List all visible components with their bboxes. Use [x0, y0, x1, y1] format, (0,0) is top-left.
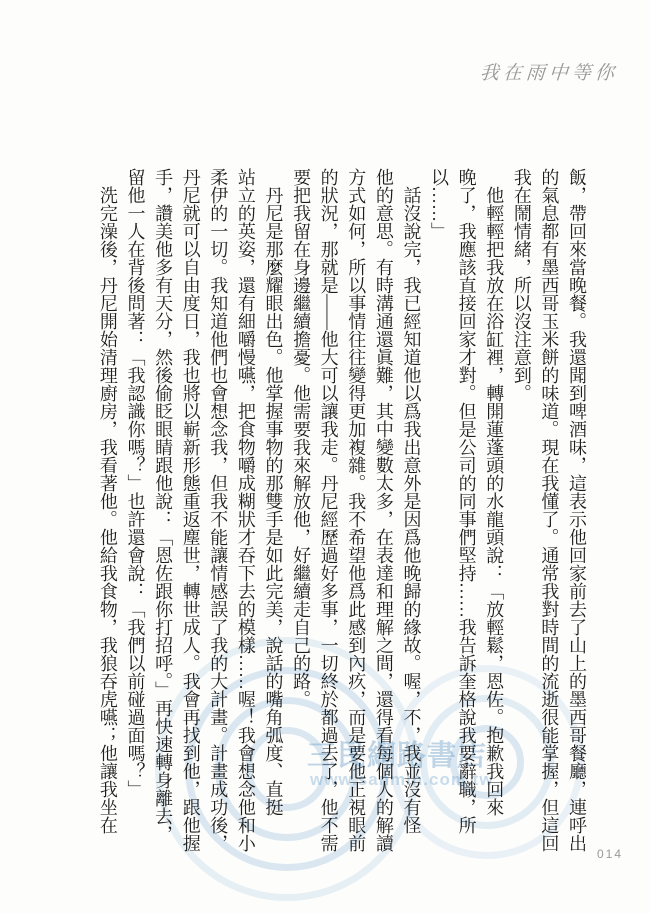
- text-column: 柔伊的一切。我知道他們也會想念我，但我不能讓情感誤了我的大計畫。計畫成功後，: [208, 168, 229, 852]
- page-number: 014: [597, 847, 624, 861]
- text-column: 的狀況，那就是——他大可以讓我走。丹尼經歷過好多事，一切終於都過去了，他不需: [318, 168, 339, 852]
- text-column: 手，讚美他多有天分，然後偷眨眼睛跟他說：「恩佐跟你打招呼。」再快速轉身離去，: [153, 168, 174, 843]
- text-column: 站立的英姿，還有細嚼慢嚥，把食物嚼成糊狀才吞下去的模樣……喔！我會想念他和小: [235, 168, 256, 852]
- text-column: 他輕輕把我放在浴缸裡，轉開蓮蓬頭的水龍頭說：「放輕鬆，恩佐。抱歉我回來: [484, 186, 505, 816]
- running-head-title: 我在雨中等你: [479, 63, 619, 84]
- text-column: 留他一人在背後問著：「我認識你嗎？」也許還會說：「我們以前碰過面嗎？」: [125, 168, 146, 798]
- text-column: 丹尼就可以自由度日，我也將以嶄新形態重返塵世，轉世成人。我會再找到他，跟他握: [180, 168, 201, 852]
- watermark-store-name: 三民網路書店: [307, 740, 488, 772]
- text-column: 晚了，我應該直接回家才對。但是公司的同事們堅持……我告訴奎格說我要辭職，所: [456, 168, 477, 834]
- watermark-url: www.sanmin.com.tw: [310, 770, 494, 789]
- text-column: 飯，帶回來當晚餐。我還聞到啤酒味，這表示他回家前去了山上的墨西哥餐廳，連呼出: [567, 168, 587, 852]
- body-text: [93, 168, 590, 858]
- text-column: 他的意思。有時溝通還眞難，其中變數太多，在表達和理解之間，還得看每個人的解讀: [373, 168, 394, 852]
- text-column: 要把我留在身邊繼續擔憂。他需要我來解放他，好繼續走自己的路。: [291, 168, 312, 708]
- text-column: 的氣息都有墨西哥玉米餅的味道。現在我懂了。通常我對時間的流逝很能掌握，但這回: [539, 168, 560, 852]
- text-column: 以……」: [429, 168, 450, 240]
- text-column: 話沒說完，我已經知道他以爲我出意外是因爲他晚歸的緣故。喔，不，我並沒有怪: [401, 186, 422, 834]
- text-column: 丹尼是那麼耀眼出色。他掌握事物的那雙手是如此完美，說話的嘴角弧度、直挺: [263, 186, 284, 816]
- text-column: 我在鬧情緒，所以沒注意到。: [511, 168, 532, 402]
- text-column: 洗完澡後，丹尼開始清理廚房，我看著他。他給我食物，我狼吞虎嚥；他讓我坐在: [97, 186, 118, 834]
- text-column: 方式如何，所以事情往往變得更加複雜。我不希望他爲此感到內疚，而是要他正視眼前: [346, 168, 367, 852]
